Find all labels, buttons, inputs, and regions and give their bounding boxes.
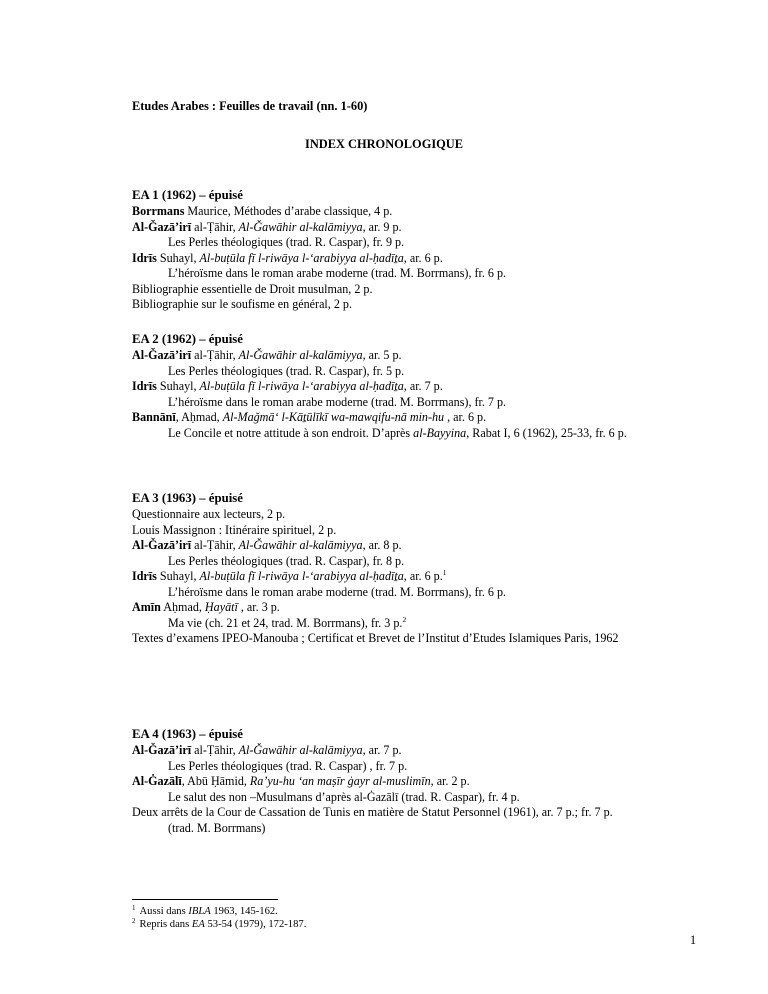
footnote-ref: 2 bbox=[402, 614, 407, 624]
translation-line bbox=[132, 790, 742, 806]
footnote-text: Aussi dans bbox=[139, 906, 189, 917]
section-heading: EA 2 (1962) – épuisé bbox=[132, 332, 243, 346]
footnote-ref: 1 bbox=[442, 568, 447, 577]
translation-line bbox=[132, 554, 742, 570]
entry-text: , Abū Ḥāmid, bbox=[181, 774, 250, 788]
entry-author: Idrīs bbox=[132, 379, 157, 393]
translation-text: Le salut des non –Musulmans d’après al-Ġazālī (trad. R. Caspar), fr. 4 p. bbox=[168, 789, 520, 804]
footnote-number: 2 bbox=[132, 917, 136, 925]
translation-line bbox=[132, 821, 742, 837]
entry-line bbox=[132, 743, 742, 759]
entry-line bbox=[132, 204, 742, 220]
entry-title: Al-buṭūla fī l-riwāya l-‘arabiyya al-ḥadīṯa bbox=[199, 569, 404, 583]
entry-author: Idrīs bbox=[132, 569, 157, 583]
footnote-divider bbox=[132, 899, 278, 900]
entry-text: , ar. 6 p. bbox=[444, 410, 487, 424]
entry-text: Maurice, Méthodes d’arabe classique, 4 p. bbox=[184, 204, 393, 218]
section-heading: EA 1 (1962) – épuisé bbox=[132, 188, 243, 202]
translation-text: Le Concile et notre attitude à son endroit. D’après bbox=[168, 425, 414, 440]
entry-text: , ar. 6 p. bbox=[403, 250, 443, 265]
entry-text: , ar. 2 p. bbox=[430, 774, 470, 788]
section-heading: EA 4 (1963) – épuisé bbox=[132, 727, 243, 741]
entry-author: Al-Ǧazā’irī bbox=[132, 538, 192, 552]
footnote-title: EA bbox=[191, 919, 205, 930]
translation-text: , Rabat I, 6 (1962), 25-33, fr. 6 p. bbox=[466, 425, 627, 440]
entry-text: al-Ṭāhir, bbox=[191, 219, 239, 234]
entry-title: Ra’yu-hu ‘an maṣīr ġayr al-muslimīn bbox=[249, 774, 431, 788]
entry-author: Al-Ǧazā’irī bbox=[132, 743, 192, 757]
translation-text: Les Perles théologiques (trad. R. Caspar), fr. 9 p. bbox=[168, 235, 405, 249]
entry-text: Suhayl, bbox=[156, 569, 200, 583]
entry-text: , ar. 7 p. bbox=[362, 743, 402, 757]
translation-text: Ma vie (ch. 21 et 24, trad. M. Borrmans), fr. 3 p. bbox=[168, 615, 403, 630]
entry-title: Al-Ǧawāhir al-kalāmiyya bbox=[238, 348, 363, 362]
entry-text: al-Ṭāhir, bbox=[191, 348, 239, 362]
footnote-number: 1 bbox=[132, 904, 136, 912]
footnote-title: IBLA bbox=[188, 906, 211, 917]
entry-line bbox=[132, 523, 742, 539]
footnote bbox=[132, 918, 306, 931]
entry-title: Al-buṭūla fī l-riwāya l-‘arabiyya al-ḥadīṯa bbox=[199, 250, 404, 265]
entry-line bbox=[132, 805, 742, 821]
entry-author: Al-Ǧazā’irī bbox=[132, 219, 192, 234]
page-number: 1 bbox=[690, 933, 697, 947]
entry-text: , ar. 3 p. bbox=[237, 600, 280, 614]
translation-line bbox=[132, 364, 742, 380]
entry-line bbox=[132, 538, 742, 554]
translation-line bbox=[132, 395, 742, 411]
entry-text: Deux arrêts de la Cour de Cassation de Tunis en matière de Statut Personnel (1961), ar. 7 p.; fr. 7 p. bbox=[132, 805, 613, 819]
entry-line bbox=[132, 348, 742, 364]
section-ea-3 bbox=[132, 490, 742, 647]
translation-line bbox=[132, 759, 742, 775]
translation-text: Les Perles théologiques (trad. R. Caspar), fr. 8 p. bbox=[168, 553, 405, 568]
footnote-text: 53-54 (1979), 172-187. bbox=[204, 919, 307, 930]
entry-line bbox=[132, 774, 742, 790]
translation-text: Les Perles théologiques (trad. R. Caspar) , fr. 7 p. bbox=[168, 758, 408, 773]
entry-text: Questionnaire aux lecteurs, 2 p. bbox=[132, 507, 286, 521]
entry-author: Al-Ġazālī bbox=[132, 774, 182, 788]
footnote-text: 1963, 145-162. bbox=[210, 906, 278, 917]
entry-line bbox=[132, 631, 742, 647]
entry-text: Suhayl, bbox=[156, 250, 200, 265]
entry-text: Bibliographie essentielle de Droit musulman, 2 p. bbox=[132, 281, 373, 296]
entry-text: al-Ṭāhir, bbox=[191, 743, 239, 757]
entry-text: , Aḥmad, bbox=[175, 410, 223, 424]
entry-line bbox=[132, 569, 742, 585]
entry-title: Al-Ǧawāhir al-kalāmiyya bbox=[238, 743, 363, 757]
entry-text: , ar. 9 p. bbox=[362, 219, 402, 234]
translation-text: L’héroïsme dans le roman arabe moderne (trad. M. Borrmans), fr. 6 p. bbox=[168, 266, 507, 280]
entry-text: , ar. 8 p. bbox=[362, 538, 402, 552]
entry-title: Al-Ǧawāhir al-kalāmiyya bbox=[238, 538, 363, 552]
entry-title: Ḥayātī bbox=[204, 600, 238, 614]
translation-text: (trad. M. Borrmans) bbox=[168, 820, 266, 835]
translation-text: Les Perles théologiques (trad. R. Caspar), fr. 5 p. bbox=[168, 363, 405, 378]
entry-line bbox=[132, 251, 742, 267]
translation-line bbox=[132, 585, 742, 601]
entry-title: Al-Ǧawāhir al-kalāmiyya bbox=[238, 219, 363, 234]
entry-text: Suhayl, bbox=[156, 379, 200, 393]
entry-text: Aḥmad, bbox=[160, 600, 205, 614]
entry-author: Borrmans bbox=[132, 204, 185, 218]
entry-author: Al-Ǧazā’irī bbox=[132, 348, 192, 362]
entry-text: , ar. 6 p. bbox=[403, 569, 443, 583]
entry-line bbox=[132, 600, 742, 616]
entry-author: Idrīs bbox=[132, 250, 157, 265]
entry-text: al-Ṭāhir, bbox=[191, 538, 239, 552]
entry-line bbox=[132, 297, 742, 313]
document-title: Etudes Arabes : Feuilles de travail (nn. 1-60) bbox=[132, 99, 368, 113]
entry-text: Bibliographie sur le soufisme en général, 2 p. bbox=[132, 297, 352, 311]
entry-title: Al-Maǧmā‘ l-Kāṯūlīkī wa-mawqifu-nā min-hu bbox=[222, 410, 445, 424]
translation-text: L’héroïsme dans le roman arabe moderne (trad. M. Borrmans), fr. 7 p. bbox=[168, 394, 507, 409]
entry-text: , ar. 7 p. bbox=[403, 379, 443, 393]
translation-line bbox=[132, 266, 742, 282]
footnote-text: Repris dans bbox=[139, 919, 192, 930]
entry-author: Amīn bbox=[132, 600, 161, 614]
entry-text: Louis Massignon : Itinéraire spirituel, 2 p. bbox=[132, 522, 337, 537]
entry-text: , ar. 5 p. bbox=[362, 348, 402, 362]
translation-text: L’héroïsme dans le roman arabe moderne (trad. M. Borrmans), fr. 6 p. bbox=[168, 584, 507, 599]
section-heading: EA 3 (1963) – épuisé bbox=[132, 491, 243, 505]
entry-line bbox=[132, 507, 742, 523]
translation-line bbox=[132, 426, 742, 442]
translation-line bbox=[132, 616, 742, 632]
entry-title: Al-buṭūla fī l-riwāya l-‘arabiyya al-ḥadīṯa bbox=[199, 379, 404, 393]
entry-line bbox=[132, 410, 742, 426]
section-ea-1 bbox=[132, 187, 742, 313]
entry-author: Bannānī bbox=[132, 410, 176, 424]
section-ea-2 bbox=[132, 331, 742, 441]
entry-text: Textes d’examens IPEO-Manouba ; Certificat et Brevet de l’Institut d’Etudes Islamiques Paris, 1962 bbox=[132, 631, 619, 645]
footnote bbox=[132, 905, 278, 918]
entry-line bbox=[132, 282, 742, 298]
section-ea-4 bbox=[132, 726, 742, 836]
source-title: al-Bayyina bbox=[413, 425, 467, 440]
index-title: INDEX CHRONOLOGIQUE bbox=[305, 137, 463, 151]
translation-line bbox=[132, 235, 742, 251]
entry-line bbox=[132, 220, 742, 236]
entry-line bbox=[132, 379, 742, 395]
